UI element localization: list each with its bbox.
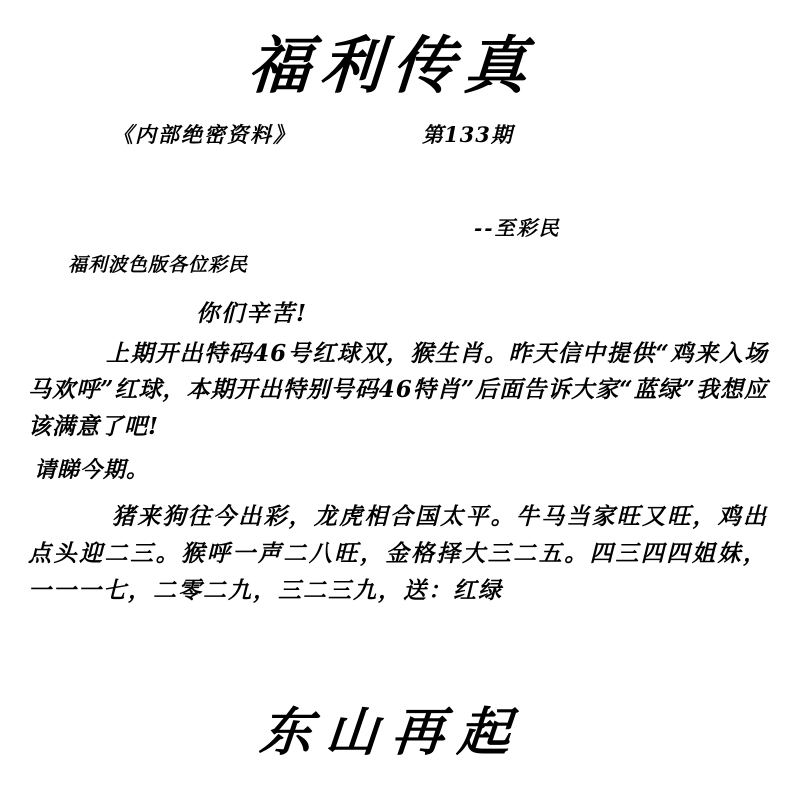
document-page bbox=[0, 30, 785, 802]
subtitle-row bbox=[0, 119, 785, 153]
paragraph-2: 请睇今期。 bbox=[34, 456, 150, 483]
greeting-text: 你们辛苦! bbox=[196, 300, 309, 327]
greeting-line: 福利波色版各位彩民 bbox=[68, 254, 249, 276]
verse-text: 猪来狗往今出彩，龙虎相合国太平。牛马当家旺又旺，鸡出点头迎二三。猴呼一声二八旺，金格择大三二五。四三四四姐妹，一一一七，二零二九，三二三九，送：红绿 bbox=[28, 502, 768, 605]
document-subtitle: 《内部绝密资料》 bbox=[112, 122, 296, 148]
addressee: --至彩民 bbox=[474, 216, 561, 240]
document-body bbox=[28, 295, 768, 610]
footer-slogan: 东山再起 bbox=[257, 702, 527, 763]
issue-number: 第133期 bbox=[422, 122, 513, 148]
page-title: 福利传真 bbox=[245, 29, 540, 102]
paragraph-1: 上期开出特码46号红球双，猴生肖。昨天信中提供“鸡来入场马欢呼”红球，本期开出特别号码46特肖”后面告诉大家“蓝绿”我想应该满意了吧! bbox=[28, 340, 768, 440]
